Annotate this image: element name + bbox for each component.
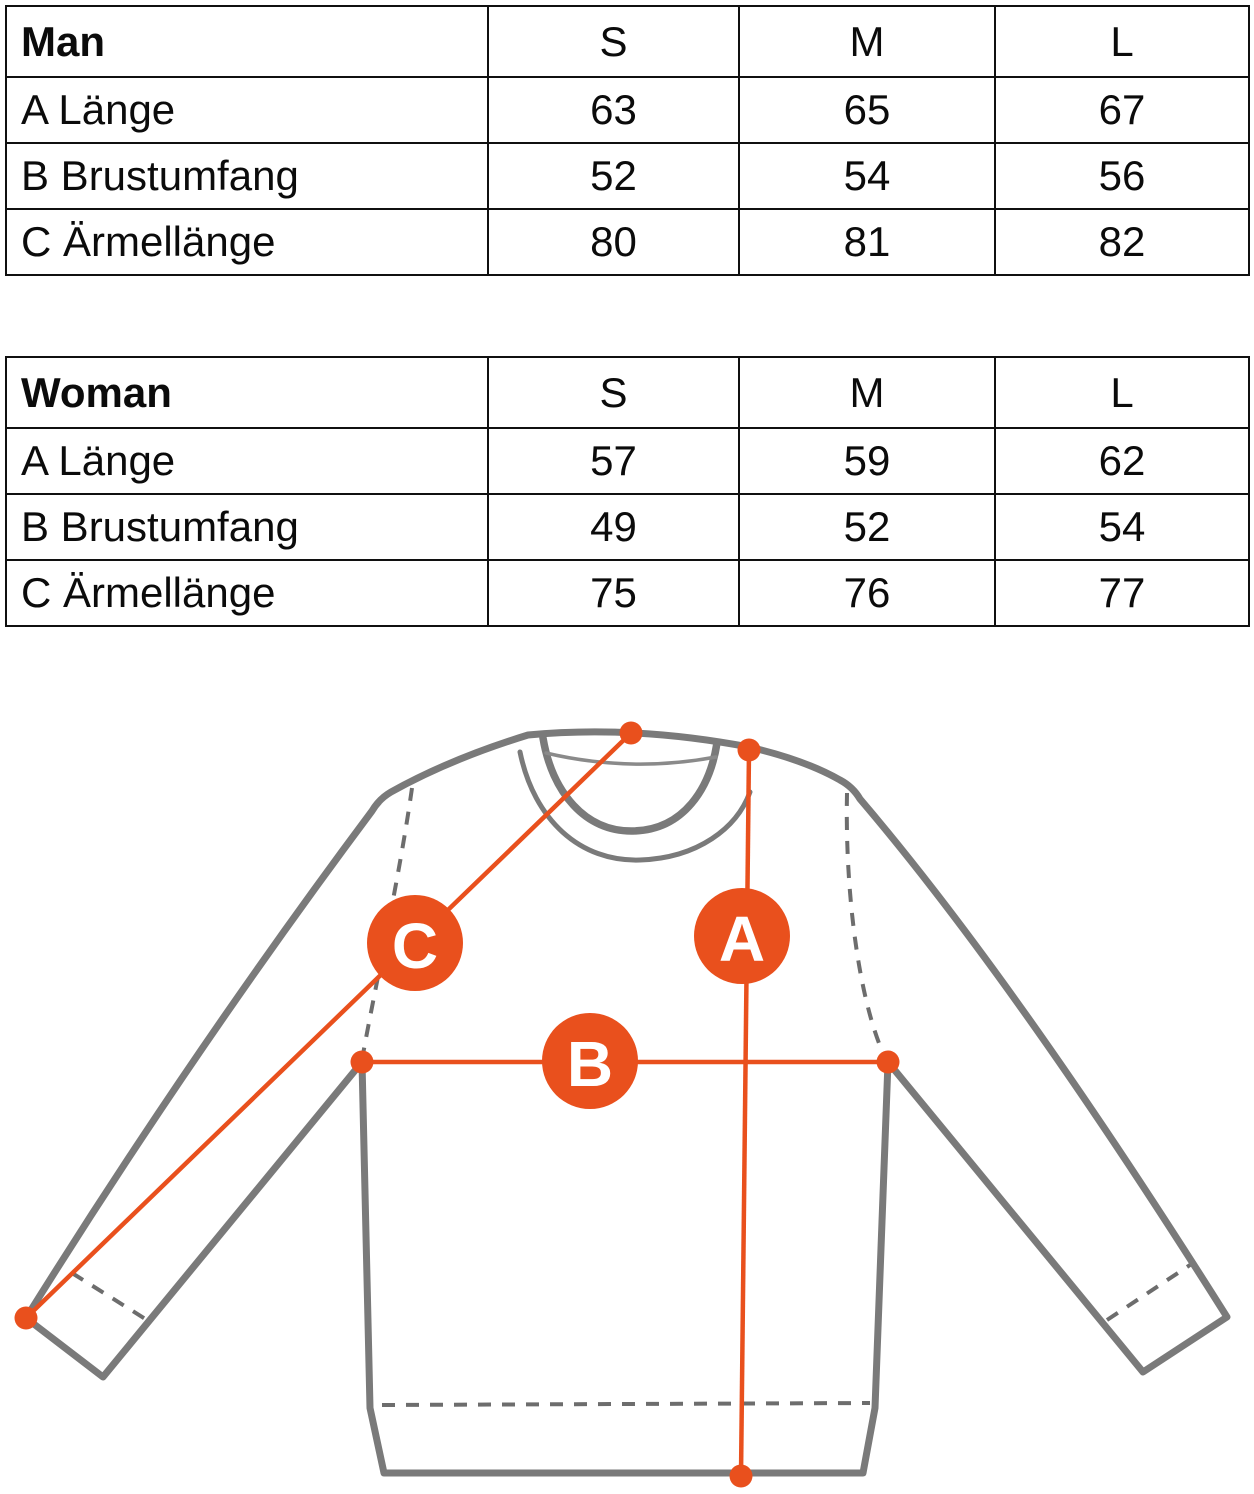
value-cell: 67 [995,77,1249,143]
badge-a-letter: A [718,903,766,975]
value-cell: 63 [488,77,739,143]
sweater-measurement-diagram [0,680,1254,1494]
table-header-row [6,357,1249,428]
value-cell: 75 [488,560,739,626]
value-cell: 77 [995,560,1249,626]
size-header-m: M [739,6,995,77]
size-header-s: S [488,6,739,77]
table-title-man: Man [6,6,488,77]
size-header-s: S [488,357,739,428]
table-row [6,77,1249,143]
measure-dot-neck-right [738,739,761,762]
value-cell: 76 [739,560,995,626]
measurement-label: B Brustumfang [6,143,488,209]
badge-c-letter: C [391,910,439,982]
value-cell: 81 [739,209,995,275]
measurement-label: C Ärmellänge [6,560,488,626]
value-cell: 62 [995,428,1249,494]
size-table-man [5,5,1250,276]
badge-a [694,888,790,984]
measurement-label: B Brustumfang [6,494,488,560]
measure-dot-hem-bottom [730,1465,753,1488]
table-row [6,428,1249,494]
size-header-m: M [739,357,995,428]
table-row [6,560,1249,626]
measurement-label: C Ärmellänge [6,209,488,275]
sweater-outline [26,732,1227,1473]
measure-dot-cuff-left [15,1307,38,1330]
badge-c [367,895,463,991]
measure-dot-armpit-left [351,1051,374,1074]
badge-b-letter: B [566,1028,614,1100]
value-cell: 57 [488,428,739,494]
value-cell: 52 [488,143,739,209]
measurement-label: A Länge [6,428,488,494]
value-cell: 52 [739,494,995,560]
value-cell: 49 [488,494,739,560]
value-cell: 54 [995,494,1249,560]
size-table-woman [5,356,1250,627]
table-row [6,143,1249,209]
table-row [6,494,1249,560]
table-title-woman: Woman [6,357,488,428]
badge-b [542,1013,638,1109]
waistband-seam-dashed [382,1403,870,1405]
value-cell: 56 [995,143,1249,209]
value-cell: 65 [739,77,995,143]
value-cell: 59 [739,428,995,494]
value-cell: 82 [995,209,1249,275]
value-cell: 54 [739,143,995,209]
size-header-l: L [995,6,1249,77]
measurement-label: A Länge [6,77,488,143]
measure-dot-collar-top [620,722,643,745]
table-row [6,209,1249,275]
size-header-l: L [995,357,1249,428]
measure-dot-armpit-right [877,1051,900,1074]
value-cell: 80 [488,209,739,275]
table-header-row [6,6,1249,77]
